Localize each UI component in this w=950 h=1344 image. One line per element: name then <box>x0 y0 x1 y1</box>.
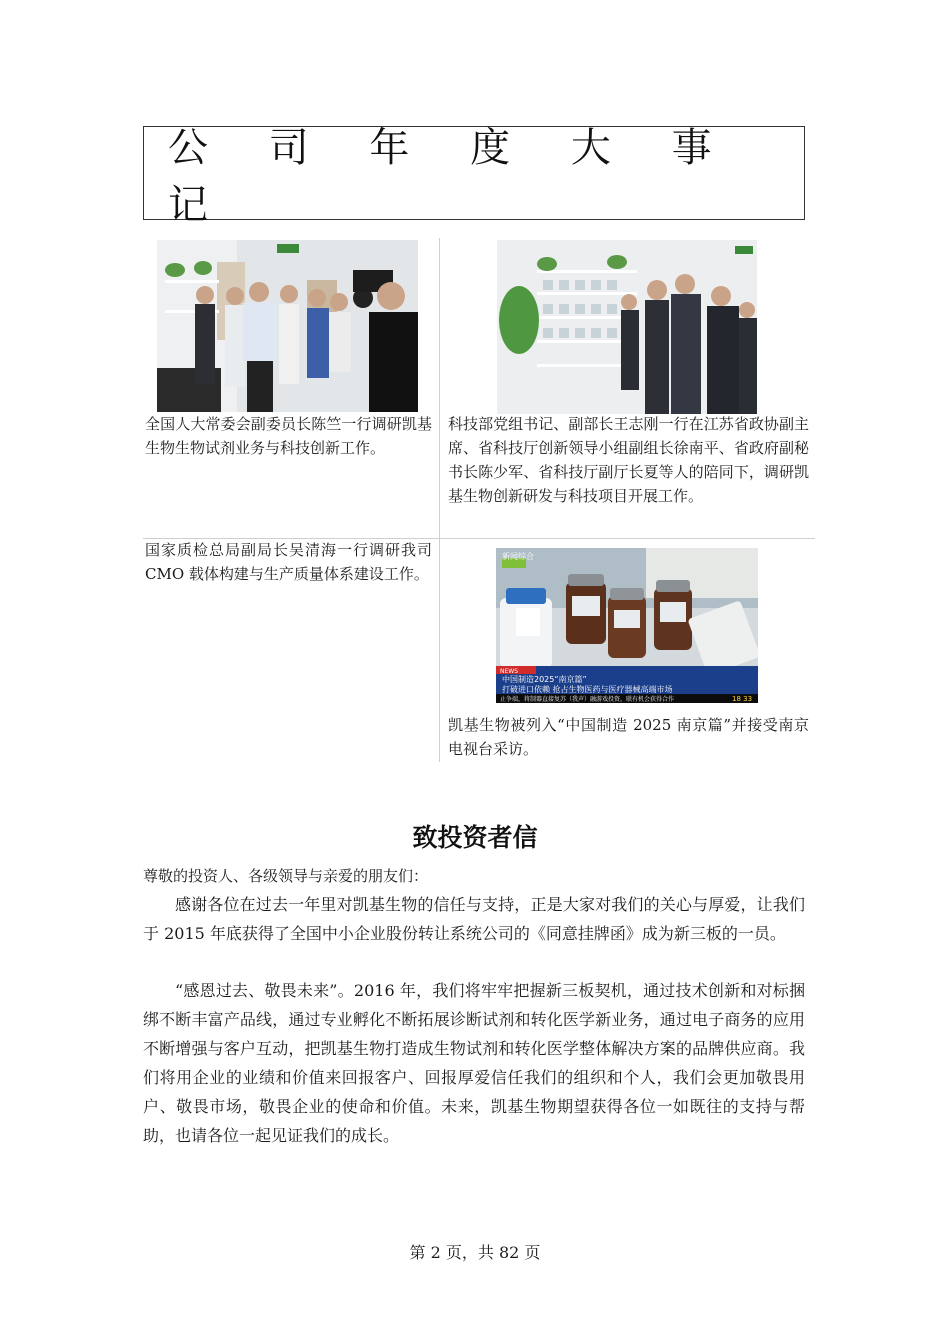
events-table <box>143 238 815 762</box>
letter-paragraph-1-text: 感谢各位在过去一年里对凯基生物的信任与支持，正是大家对我们的关心与厚爱，让我们于 2015 年底获得了全国中小企业股份转让系统公司的《同意挂牌函》成为新三板的一员。 <box>143 895 805 943</box>
tv-news-tag: NEWS <box>500 668 519 675</box>
tv-ticker: 止争端，将制器直接复苏（我声）融游戏投资，联有机会获得合作 <box>500 696 675 703</box>
table-divider-vertical <box>439 238 440 762</box>
letter-heading: 致投资者信 <box>412 823 538 852</box>
page-title: 公 司 年 度 大 事 记 <box>168 125 736 228</box>
letter-paragraph-2 <box>143 976 805 1150</box>
tv-headline-2: 打破进口依赖 抢占生物医药与医疗器械高端市场 <box>502 685 673 694</box>
page-footer: 第 2 页，共 82 页 <box>409 1243 541 1262</box>
letter-paragraph-1 <box>143 890 805 948</box>
event-caption-4: 凯基生物被列入“中国制造 2025 南京篇”并接受南京电视台采访。 <box>448 716 809 758</box>
tv-channel-logo: 新闻综合 <box>502 552 534 561</box>
event-caption-2: 科技部党组书记、副部长王志刚一行在江苏省政协副主席、省科技厅创新领导小组副组长徐南平、省政府副秘书长陈少军、省科技厅副厅长夏等人的陪同下，调研凯基生物创新研发与科技项目开展工作。 <box>448 415 809 505</box>
event-photo-1 <box>157 240 418 412</box>
event-photo-2 <box>497 240 757 414</box>
page-title-box <box>143 125 805 228</box>
event-photo-tv-news <box>496 548 758 703</box>
event-caption-1: 全国人大常委会副委员长陈竺一行调研凯基生物生物试剂业务与科技创新工作。 <box>145 415 432 457</box>
letter-paragraph-2-text: “感恩过去、敬畏未来”。2016 年，我们将牢牢把握新三板契机，通过技术创新和对标捆绑不断丰富产品线，通过专业孵化不断拓展诊断试剂和转化医学新业务，通过电子商务的应用不断增强与客户互动，把凯基生物打造成生物试剂和转化医学整体解决方案的品牌供应商。我们将用企业的业绩和价值来回报客户、回报厚爱信任我们的组织和个人，我们会更加敬畏用户、敬畏市场，敬畏企业的使命和价值。未来，凯基生物期望获得各位一如既往的支持与帮助，也请各位一起见证我们的成长。 <box>143 981 805 1145</box>
tv-clock: 18 33 <box>732 695 753 703</box>
letter-greeting: 尊敬的投资人、各级领导与亲爱的朋友们： <box>143 867 429 885</box>
tv-headline-1: 中国制造2025“南京篇” <box>502 675 587 684</box>
event-caption-3: 国家质检总局副局长吴清海一行调研我司 CMO 载体构建与生产质量体系建设工作。 <box>145 541 432 583</box>
